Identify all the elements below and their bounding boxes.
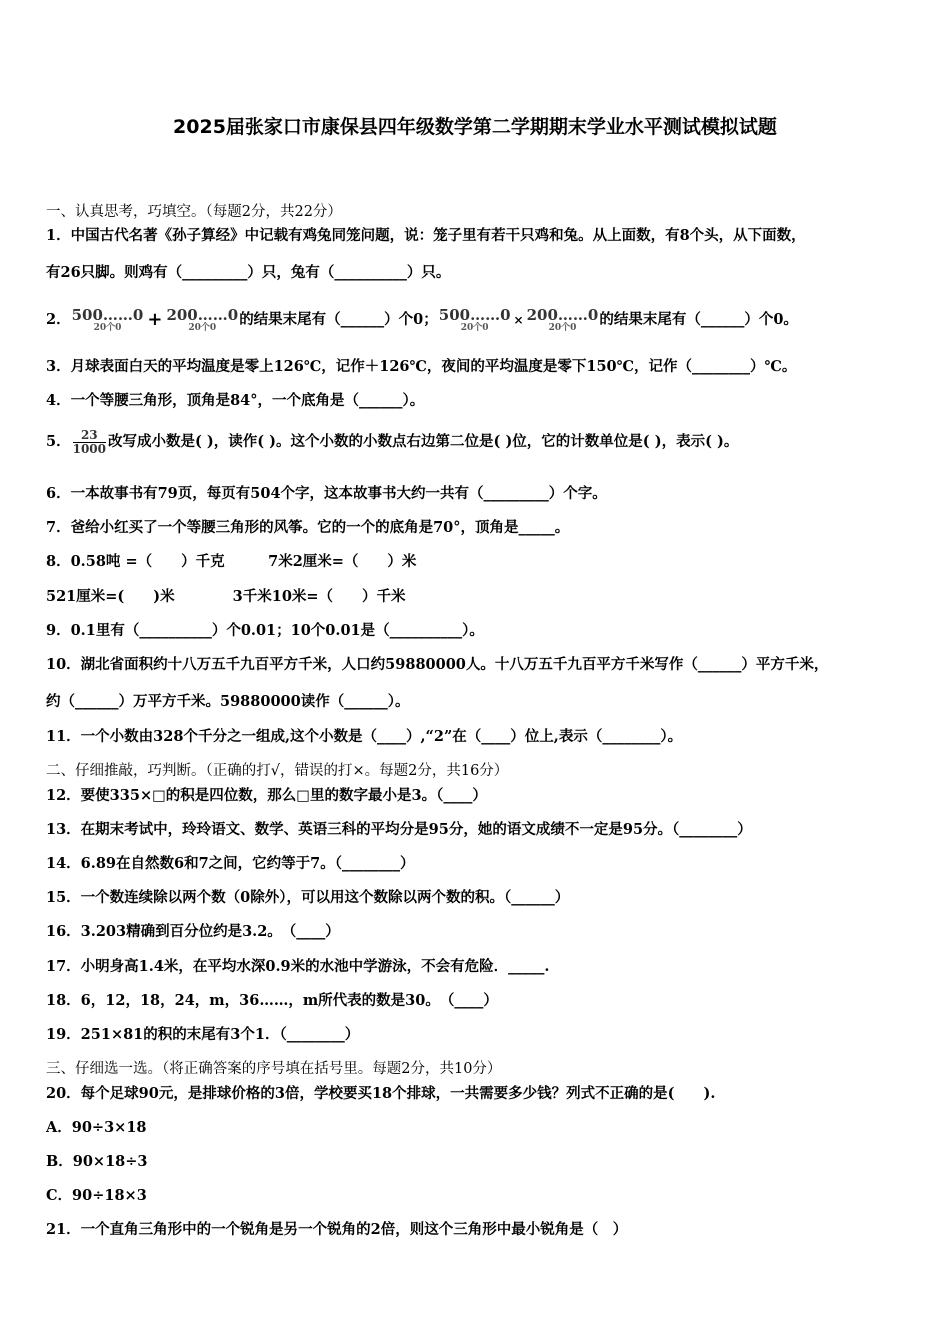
- question-11: 11．一个小数由328个千分之一组成,这个小数是（____）,“2”在（____）位上,表示（________）。: [46, 728, 683, 745]
- section-heading-3: 三、仔细选一选。（将正确答案的序号填在括号里。每题2分，共10分）: [46, 1061, 502, 1077]
- question-19: 19．251×81的积的末尾有3个1．（________）: [46, 1026, 360, 1043]
- question-2-number: 2．: [46, 311, 71, 328]
- question-1-line-1: 1．中国古代名著《孙子算经》中记载有鸡兔同笼问题，说：笼子里有若干只鸡和兔。从上面数，有8个头，从下面数，: [46, 227, 806, 244]
- question-9: 9．0.1里有（__________）个0.01；10个0.01是（__________）。: [46, 622, 484, 639]
- question-5-text: 改写成小数是( )，读作( )。这个小数的小数点右边第二位是( )位，它的计数单位是( )，表示( )。: [108, 433, 739, 450]
- question-2: [46, 300, 920, 340]
- question-7: 7．爸给小红买了一个等腰三角形的风筝。它的一个的底角是70°，顶角是_____。: [46, 519, 570, 536]
- times-sign: ×: [513, 313, 524, 327]
- big-number-200: 200……0 20个0: [166, 306, 239, 333]
- big-number-500-b: 500……0 20个0: [438, 306, 511, 333]
- question-20-option-c: C．90÷18×3: [46, 1187, 147, 1204]
- question-21: 21．一个直角三角形中的一个锐角是另一个锐角的2倍，则这个三角形中最小锐角是（ ）: [46, 1221, 628, 1238]
- fraction-23-over-1000: $\frac{23}{1000}$: [72, 427, 106, 456]
- question-20: 20．每个足球90元，是排球价格的3倍，学校要买18个排球，一共需要多少钱？列式不正确的是( ).: [46, 1085, 716, 1102]
- big-number-200-b: 200……0 20个0: [526, 306, 599, 333]
- big-number-500: 500……0 20个0: [71, 306, 144, 333]
- page-title: 2025届张家口市康保县四年级数学第二学期期末学业水平测试模拟试题: [173, 116, 777, 138]
- question-5-number: 5．: [46, 433, 71, 450]
- question-1-line-2: 有26只脚。则鸡有（_________）只，兔有（__________）只。: [46, 264, 451, 281]
- question-3: 3．月球表面白天的平均温度是零上126℃，记作＋126℃，夜间的平均温度是零下150℃，记作（________）℃。: [46, 358, 797, 375]
- question-2-end: 的结果末尾有（______）个0。: [599, 311, 798, 328]
- question-5: [46, 420, 920, 464]
- question-12: 12．要使335×□的积是四位数，那么□里的数字最小是3。（____）: [46, 787, 487, 804]
- question-10-line-1: 10．湖北省面积约十八万五千九百平方千米，人口约59880000人。十八万五千九百平方千米写作（______）平方千米，: [46, 656, 829, 673]
- question-18: 18．6，12，18，24，m，36……，m所代表的数是30。 （____）: [46, 992, 498, 1009]
- question-2-middle: 的结果末尾有（______）个0；: [239, 311, 438, 328]
- question-15: 15．一个数连续除以两个数（0除外），可以用这个数除以两个数的积。（______）: [46, 889, 570, 906]
- question-16: 16．3.203精确到百分位约是3.2。 （____）: [46, 923, 340, 940]
- question-8-line-1: 8．0.58吨 =（ ）千克 7米2厘米=（ ）米: [46, 553, 417, 570]
- question-4: 4．一个等腰三角形，顶角是84°，一个底角是（______）。: [46, 392, 425, 409]
- question-14: 14．6.89在自然数6和7之间，它约等于7。（________）: [46, 855, 415, 872]
- question-6: 6．一本故事书有79页，每页有504个字，这本故事书大约一共有（_________）个字。: [46, 485, 607, 502]
- question-17: 17．小明身高1.4米，在平均水深0.9米的水池中学游泳，不会有危险．_____.: [46, 958, 550, 975]
- plus-sign: +: [147, 309, 163, 330]
- question-13: 13．在期末考试中，玲玲语文、数学、英语三科的平均分是95分，她的语文成绩不一定是95分。（________）: [46, 821, 752, 838]
- question-8-line-2: 521厘米=( )米 3千米10米=（ ）千米: [46, 588, 406, 605]
- section-heading-1: 一、认真思考，巧填空。（每题2分，共22分）: [46, 204, 342, 220]
- question-20-option-a: A．90÷3×18: [46, 1119, 147, 1136]
- question-10-line-2: 约（______）万平方千米。59880000读作（______）。: [46, 693, 410, 710]
- section-heading-2: 二、仔细推敲，巧判断。（正确的打√，错误的打×。每题2分，共16分）: [46, 763, 509, 779]
- question-20-option-b: B．90×18÷3: [46, 1153, 148, 1170]
